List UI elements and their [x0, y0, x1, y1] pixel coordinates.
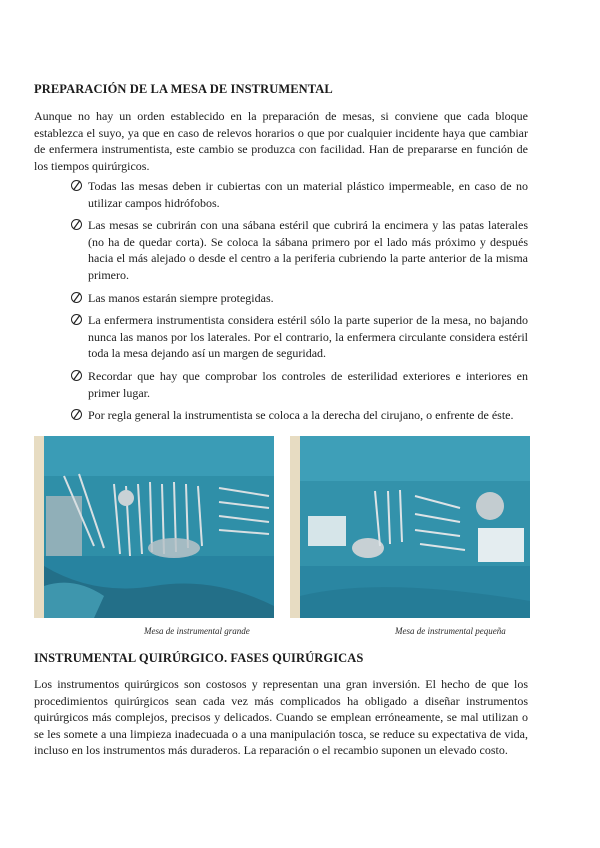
check-circle-icon	[70, 313, 83, 326]
list-item	[70, 407, 528, 424]
bullet-list	[70, 178, 528, 424]
bullet-text: La enfermera instrumentista considera estéril sólo la parte superior de la mesa, no bajando nunca las manos por los laterales. Por el contrario, la enfermera circulante considera estéril toda la mesa dejando así un margen de seguridad.	[88, 313, 528, 361]
bullet-text: Por regla general la instrumentista se coloca a la derecha del cirujano, o enfrente de éste.	[88, 408, 514, 423]
caption-small-table: Mesa de instrumental pequeña	[395, 626, 506, 636]
check-circle-icon	[70, 369, 83, 382]
list-item	[70, 217, 528, 283]
bullet-text: Recordar que hay que comprobar los controles de esterilidad exteriores e interiores en primer lugar.	[88, 368, 528, 400]
section-title-preparacion: PREPARACIÓN DE LA MESA DE INSTRUMENTAL	[34, 82, 333, 96]
check-circle-icon	[70, 408, 83, 421]
photo-small-instrument-table	[290, 436, 530, 618]
bullet-text: Las manos estarán siempre protegidas.	[88, 290, 274, 305]
bullet-text: Las mesas se cubrirán con una sábana estéril que cubrirá la encimera y las patas laterales (no ha de quedar corta). Se coloca la sábana primero por el lado más próximo y después hacia el más alejado o desde el centro a la periferia cubriendo la parte anterior de la misma primero.	[88, 218, 528, 282]
list-item	[70, 368, 528, 401]
photo-large-instrument-table	[34, 436, 274, 618]
intro-paragraph: Aunque no hay un orden establecido en la preparación de mesas, si conviene que cada bloque establezca el suyo, ya que en caso de relevos horarios o que por cualquier incidente haya que cambiar de enfermera instrumentista, este cambio se produzca con facilidad. Han de prepararse en función de los tiempos quirúrgicos.	[34, 109, 528, 173]
check-circle-icon	[70, 291, 83, 304]
check-circle-icon	[70, 179, 83, 192]
list-item	[70, 290, 528, 307]
instrumental-paragraph: Los instrumentos quirúrgicos son costosos y representan una gran inversión. El hecho de que los procedimientos quirúrgicos sean cada vez más complicados ha obligado a diseñar instrumentos quirúrgicos más complejos, precisos y delicados. Cuando se emplean erróneamente, se mal utilizan o se les somete a una limpieza inadecuada o a una manipulación tosca, se reduce su expectativa de vida, incluso en los instrumentos más duraderos. La reparación o el recambio suponen un elevado costo.	[34, 677, 528, 758]
list-item	[70, 178, 528, 211]
caption-large-table: Mesa de instrumental grande	[144, 626, 250, 636]
section-title-instrumental: INSTRUMENTAL QUIRÚRGICO. FASES QUIRÚRGICAS	[34, 651, 364, 665]
check-circle-icon	[70, 218, 83, 231]
list-item	[70, 312, 528, 362]
bullet-text: Todas las mesas deben ir cubiertas con un material plástico impermeable, en caso de no utilizar campos hidrófobos.	[88, 179, 528, 210]
